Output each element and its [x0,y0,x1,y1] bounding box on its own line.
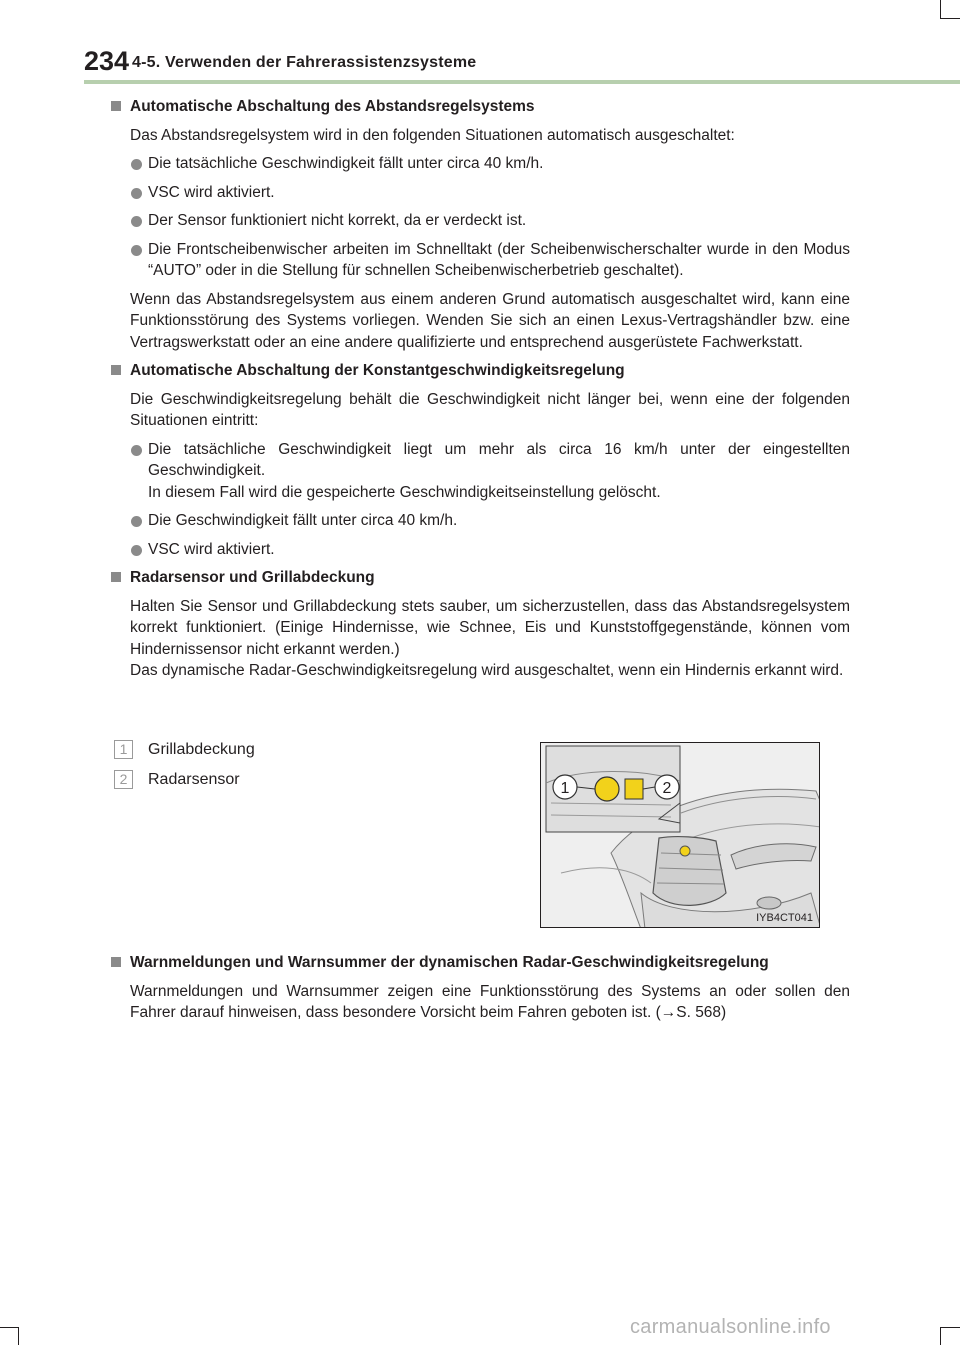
legend-item [114,736,494,766]
legend-number: 1 [114,740,133,759]
square-bullet-icon [111,101,121,111]
round-bullet-icon [131,516,142,527]
list-item [110,239,850,282]
round-bullet-icon [131,445,142,456]
chapter-title: 4-5. Verwenden der Fahrerassistenzsysteme [132,54,477,71]
section-heading-text: Radarsensor und Grillabdeckung [130,569,375,586]
section-heading-text: Warnmeldungen und Warnsummer der dynamischen Radar-Geschwindigkeitsregelung [130,954,769,971]
paragraph-text: Das dynamische Radar-Geschwindigkeitsregelung wird ausgeschaltet, wenn ein Hindernis erkannt wird. [130,662,844,679]
list-item [110,153,850,175]
crop-mark [940,18,960,19]
paragraph: Wenn das Abstandsregelsystem aus einem anderen Grund automatisch ausgeschaltet wird, kann eine Funktionsstörung des Systems vorliegen. Wenden Sie sich an einen Lexus-Vertragshändler bzw. eine Vertragswerkstatt oder an eine andere qualifizierte und entsprechend ausgerüstete Fachwerkstatt. [130,290,850,351]
section-heading [110,96,850,118]
section-heading [110,567,850,589]
list-item-text: Der Sensor funktioniert nicht korrekt, da er verdeckt ist. [148,212,527,229]
callout-number-2: 2 [662,780,672,797]
section-heading-text: Automatische Abschaltung des Abstandsregelsystems [130,98,535,115]
square-bullet-icon [111,957,121,967]
list-item [110,182,850,204]
round-bullet-icon [131,545,142,556]
list-item-text: Die tatsächliche Geschwindigkeit liegt um mehr als circa 16 km/h unter der eingestellten Geschwindigkeit. [148,440,850,479]
main-content-lower [110,952,850,1031]
list-item-text: Die Geschwindigkeit fällt unter circa 40 km/h. [148,512,458,529]
legend-item [114,766,494,796]
crop-mark [940,0,941,18]
car-front-illustration [540,742,820,928]
watermark: carmanualsonline.info [630,1316,831,1338]
round-bullet-icon [131,188,142,199]
list-item [110,439,850,504]
crop-mark [940,1327,960,1328]
car-front-drawing [541,743,820,928]
legend-label: Grillabdeckung [148,741,255,758]
list-item-text: VSC wird aktiviert. [148,540,275,558]
list-item-text: Die Frontscheibenwischer arbeiten im Schnelltakt (der Scheibenwischerschalter wurde in den Modus “AUTO” oder in die Stellung für schnellen Scheibenwischerbetrieb geschaltet). [148,240,850,279]
section-heading [110,360,850,382]
list-item-text: VSC wird aktiviert. [148,183,275,201]
paragraph: Die Geschwindigkeitsregelung behält die Geschwindigkeit nicht länger bei, wenn eine der folgenden Situationen eintritt: [130,390,850,429]
section-heading-text: Automatische Abschaltung der Konstantgeschwindigkeitsregelung [130,362,625,379]
round-bullet-icon [131,216,142,227]
section-heading [110,952,850,974]
list-item [110,539,850,561]
page-header [84,44,960,84]
paragraph: Das Abstandsregelsystem wird in den folgenden Situationen automatisch ausgeschaltet: [130,126,735,144]
legend-label: Radarsensor [148,771,240,788]
legend-number: 2 [114,770,133,789]
paragraph [130,596,850,682]
main-content [110,96,850,682]
square-bullet-icon [111,572,121,582]
callout-number-1: 1 [560,780,570,797]
list-item-note: In diesem Fall wird die gespeicherte Geschwindigkeitseinstellung gelöscht. [148,483,661,501]
square-bullet-icon [111,365,121,375]
crop-mark [18,1327,19,1345]
figure-code: IYB4CT041 [756,912,813,924]
list-item [110,210,850,232]
page-number: 234 [84,46,130,76]
round-bullet-icon [131,245,142,256]
crop-mark [0,1327,18,1328]
list-item-text: Die tatsächliche Geschwindigkeit fällt unter circa 40 km/h. [148,155,544,172]
round-bullet-icon [131,159,142,170]
crop-mark [940,1327,941,1345]
paragraph-text: Halten Sie Sensor und Grillabdeckung stets sauber, um sicherzustellen, dass das Abstandsregelsystem korrekt funktioniert. (Einige Hindernisse, wie Schnee, Eis und Kunststoffgegenstände, können vom Hindernissensor nicht erkannt werden.) [130,597,850,658]
figure-legend [114,736,494,796]
list-item [110,510,850,532]
header-rule [84,80,960,84]
paragraph: Warnmeldungen und Warnsummer zeigen eine Funktionsstörung des Systems an oder sollen den Fahrer darauf hinweisen, dass besondere Vorsicht beim Fahren geboten ist. (→S. 568) [130,982,850,1021]
